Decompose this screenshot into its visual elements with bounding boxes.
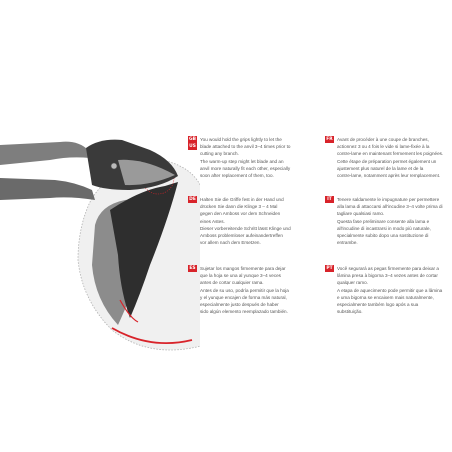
pruner-illustration — [0, 0, 200, 452]
instructions-de: Halten Sie die Griffe fest in der Hand und drücken Sie dann die Klinge 3 – 4 Mal gegen den Amboss vor dem Schneiden eines Astes. Dieser vorbereitende Schritt lässt Klinge und Amboss problemloser aufeinandertreffen vor allem nach dem Ersetzen. — [200, 197, 291, 246]
instructions-pt: Você segurará as pegas firmemente para deixar a lâmina presa à bigorna 3–4 vezes antes de cortar qualquer ramo. A etapa de aquecimento pode permitir que a lâmina e uma bigorna se encaixem mais naturalmente, especialmente também logo após a sua substituição. — [337, 266, 443, 315]
instructions-en: You would hold the grips lightly to let the blade attached to the anvil 3–4 times prior to cutting any branch. The warm-up step might let blade and an anvil more naturally fit each other, especially soon after replacement of them, too. — [200, 137, 291, 179]
lang-badge-de: DE — [189, 197, 196, 202]
lang-badge-es: ES — [189, 266, 196, 271]
lower-handle — [0, 178, 95, 200]
instructions-es: Sujetar los mangos firmemente para dejar que la hoja se una al yunque 3–4 veces antes de cortar cualquier rama. Antes de su uso, podría permitir que la hoja y el yunque encajen de forma más natural, especialmente justo después de haber sido algún elemento reemplazado también. — [200, 266, 289, 315]
instructions-it: Tenere saldamente le impugnature per permettere alla lama di attaccarsi all'incudine 3–4 volte prima di tagliare qualsiasi ramo. Questa fase preliminare consente alla lama e all'incudine di incastrarsi in modo più naturale, specialmente subito dopo una sostituzione di entrambe. — [337, 197, 443, 246]
lang-badge-gb-us: GB US — [189, 137, 196, 149]
lang-badge-it: IT — [325, 196, 334, 203]
upper-handle — [0, 142, 90, 165]
lang-badge-fr: FR — [326, 137, 333, 142]
instructions-fr: Avant de procéder à une coupe de branches, actionnez 3 ou 4 fois le vide si lame-fixée à la contre-lame en maintenant fermement les poignées. Cette étape de préparation permet également un ajustement plus naturel de la lame et de la contre-lame, notamment après leur remplacement. — [337, 137, 444, 179]
lang-badge-pt: PT — [326, 266, 333, 271]
pivot-bolt — [111, 163, 117, 169]
